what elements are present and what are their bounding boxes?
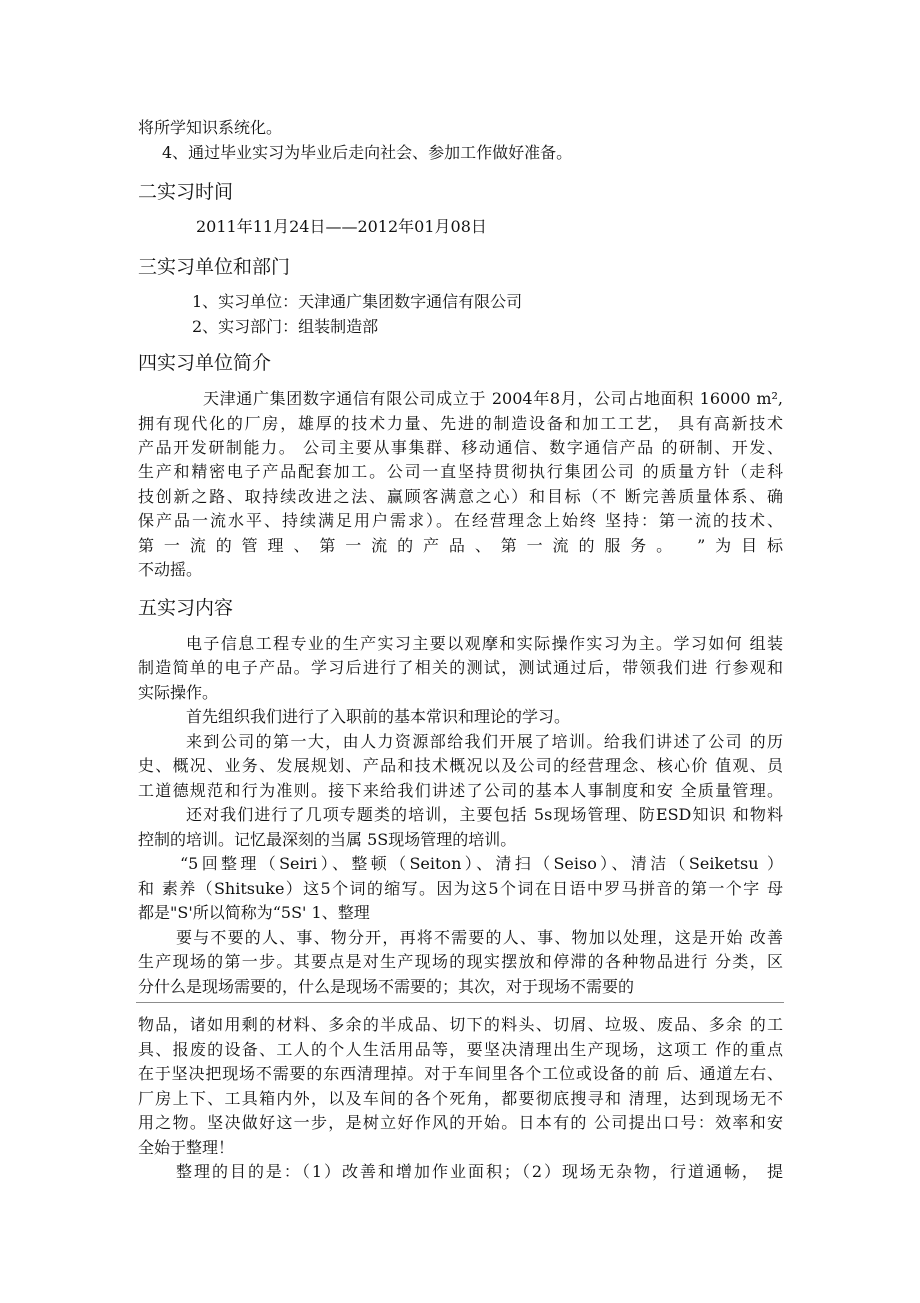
text-line: 和 素养（Shitsuke）这5个词的缩写。因为这5个词在日语中罗马拼音的第一个字 母 — [138, 879, 783, 898]
text-line: 天津通广集团数字通信有限公司成立于 2004年8月，公司占地面积 16000 m², — [203, 389, 783, 408]
text-line: 首先组织我们进行了入职前的基本常识和理论的学习。 — [186, 707, 571, 726]
text-line: “5回整理（Seiri）、整顿（Seiton）、清扫（Seiso）、清洁（Seiketsu ） — [180, 854, 783, 873]
text-line: 电子信息工程专业的生产实习主要以观摩和实际操作实习为主。学习如何 组装 — [186, 634, 783, 653]
text-line: 控制的培训。记忆最深刻的当属 5S现场管理的培训。 — [138, 830, 517, 849]
text-line: 生产现场的第一步。其要点是对生产现场的现实摆放和停滞的各种物品进行 分类，区 — [138, 952, 783, 971]
text-line: 都是"S'所以简称为“5S' 1、整理 — [138, 903, 370, 922]
section-heading: 二实习时间 — [138, 181, 234, 203]
text-line: 物品，诸如用剩的材料、多余的半成品、切下的料头、切屑、垃圾、废品、多余 的工 — [138, 1015, 783, 1034]
text-line: 制造简单的电子产品。学习后进行了相关的测试，测试通过后，带领我们进 行参观和 — [138, 658, 783, 677]
text-line: 第一流的管理、第一流的产品、第一流的服务。 ”为目标 — [138, 536, 783, 555]
text-line: 要与不要的人、事、物分开，再将不需要的人、事、物加以处理，这是开始 改善 — [176, 928, 783, 947]
section-heading: 三实习单位和部门 — [138, 256, 291, 278]
section-heading: 四实习单位简介 — [138, 352, 272, 374]
text-line: 生产和精密电子产品配套加工。公司一直坚持贯彻执行集团公司 的质量方针（走科 — [138, 462, 783, 481]
text-line: 2、实习部门：组装制造部 — [192, 317, 379, 336]
page-break-rule — [136, 1002, 784, 1003]
text-line: 拥有现代化的厂房，雄厚的技术力量、先进的制造设备和加工工艺， 具有高新技术 — [138, 414, 783, 433]
text-line: 2011年11月24日——2012年01月08日 — [196, 217, 487, 236]
text-line: 将所学知识系统化。 — [138, 118, 283, 137]
text-line: 史、概况、业务、发展规划、产品和技术概况以及公司的经营理念、核心价 值观、员 — [138, 756, 783, 775]
text-line: 整理的目的是：（1）改善和增加作业面积；（2）现场无杂物，行道通畅， 提 — [176, 1162, 783, 1181]
text-line: 技创新之路、取持续改进之法、赢顾客满意之心）和目标（不 断完善质量体系、确 — [138, 487, 783, 506]
text-line: 用之物。坚决做好这一步，是树立好作风的开始。日本有的 公司提出口号：效率和安 — [138, 1113, 783, 1132]
text-line: 工道德规范和行为准则。接下来给我们讲述了公司的基本人事制度和安 全质量管理。 — [138, 781, 783, 800]
text-line: 分什么是现场需要的，什么是现场不需要的；其次，对于现场不需要的 — [138, 977, 635, 996]
text-line: 来到公司的第一大，由人力资源部给我们开展了培训。给我们讲述了公司 的历 — [186, 732, 783, 751]
text-line: 4、通过毕业实习为毕业后走向社会、参加工作做好准备。 — [162, 143, 573, 162]
text-line: 不动摇。 — [138, 560, 203, 579]
text-line: 1、实习单位：天津通广集团数字通信有限公司 — [192, 292, 523, 311]
text-line: 实际操作。 — [138, 683, 219, 702]
text-line: 还对我们进行了几项专题类的培训，主要包括 5s现场管理、防ESD知识 和物料 — [186, 805, 783, 824]
text-line: 全始于整理！ — [138, 1138, 235, 1157]
text-line: 在于坚决把现场不需要的东西清理掉。对于车间里各个工位或设备的前 后、通道左右、 — [138, 1064, 783, 1083]
text-line: 保产品一流水平、持续满足用户需求）。在经营理念上始终 坚持：第一流的技术、 — [138, 511, 783, 530]
text-line: 具、报废的设备、工人的个人生活用品等，要坚决清理出生产现场，这项工 作的重点 — [138, 1040, 783, 1059]
section-heading: 五实习内容 — [138, 597, 234, 619]
text-line: 厂房上下、工具箱内外，以及车间的各个死角，都要彻底搜寻和 清理，达到现场无不 — [138, 1089, 783, 1108]
text-line: 产品开发研制能力。 公司主要从事集群、移动通信、数字通信产品 的研制、开发、 — [138, 438, 783, 457]
